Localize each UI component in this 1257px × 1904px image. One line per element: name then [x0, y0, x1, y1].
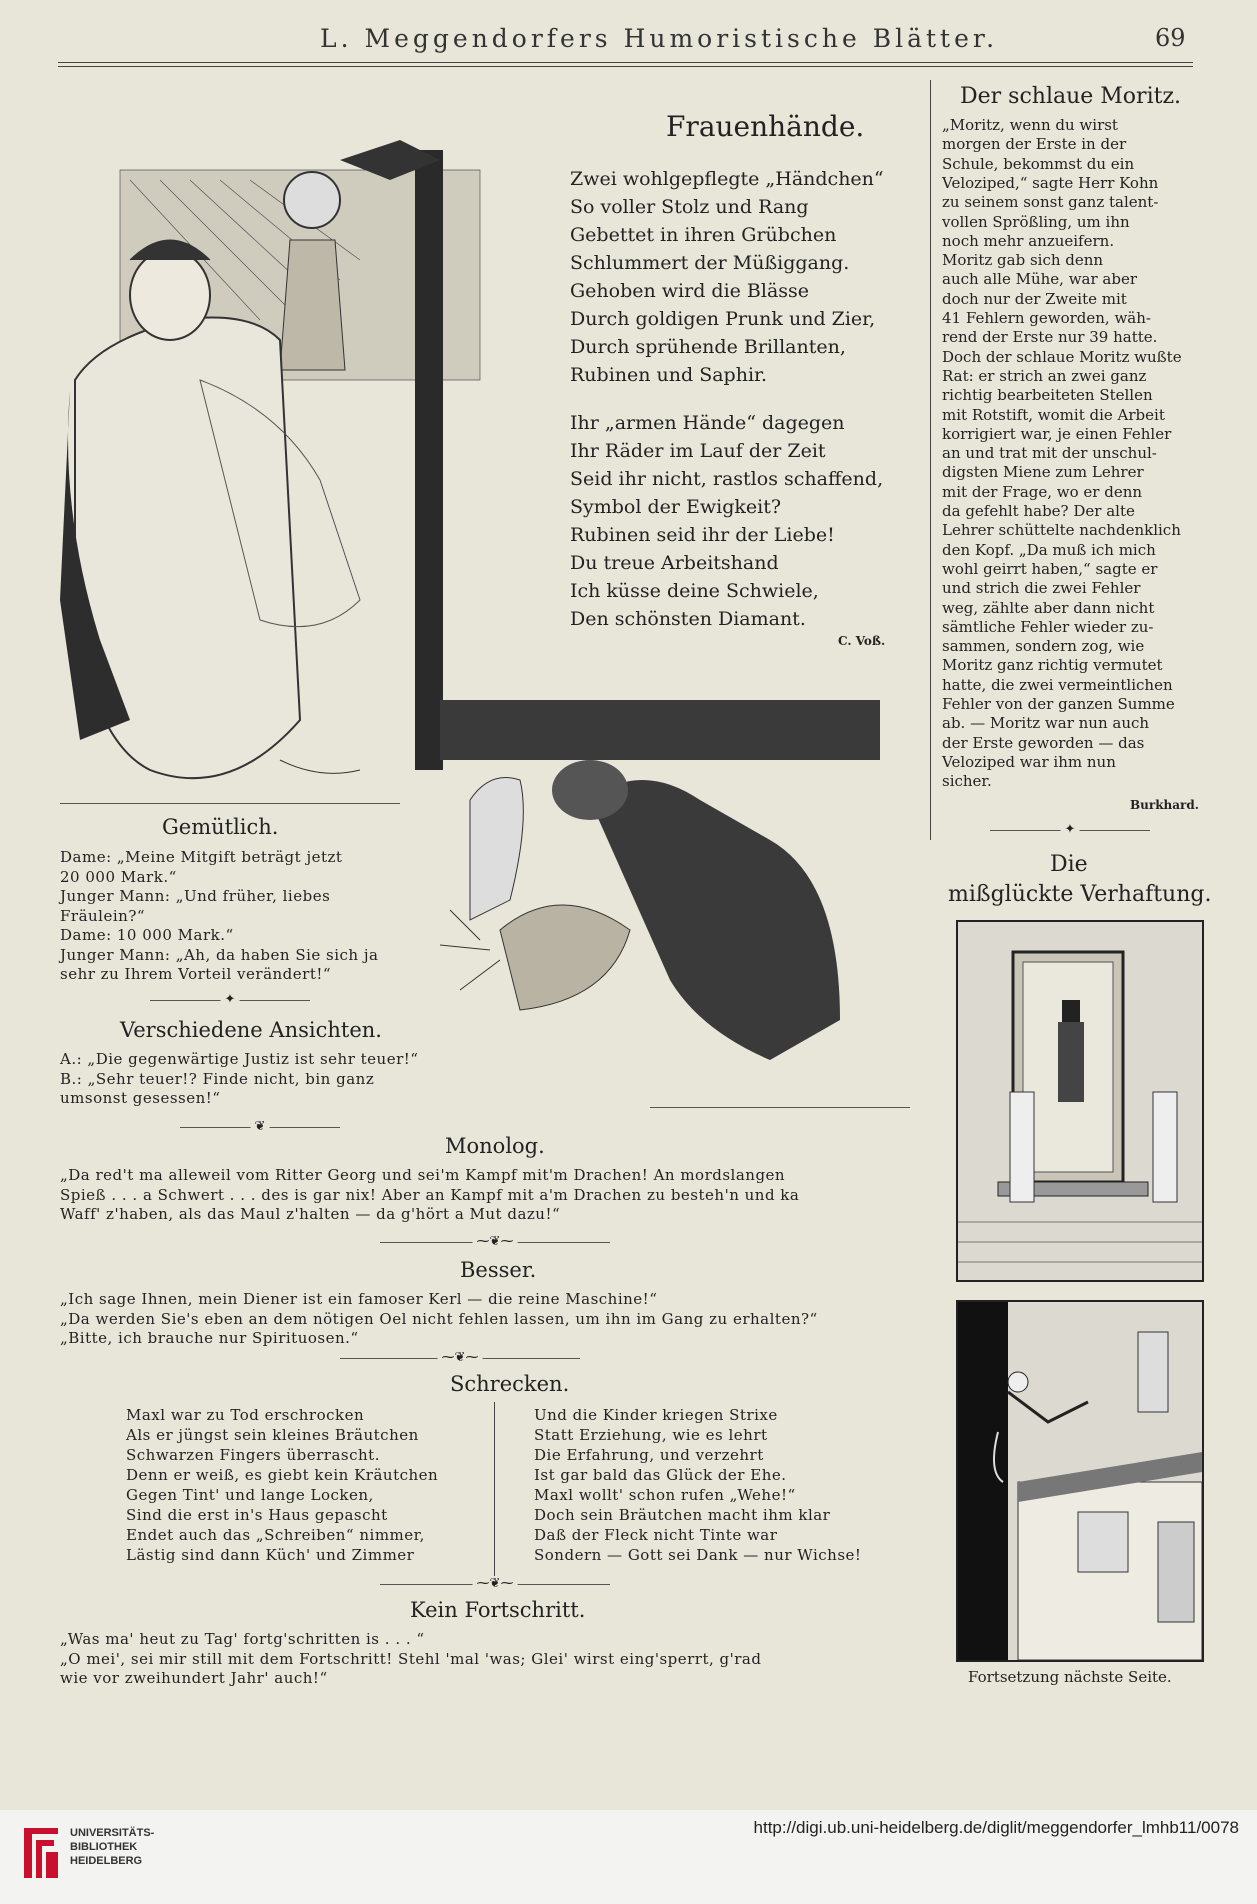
working-woman-illustration	[440, 680, 910, 1100]
poem-line: Ich küsse deine Schwiele,	[570, 580, 819, 602]
poem-line: Durch sprühende Brillanten,	[570, 336, 846, 358]
poem-line: Denn er weiß, es giebt kein Kräutchen	[126, 1466, 439, 1484]
poem-line: Doch sein Bräutchen macht ihm klar	[534, 1506, 831, 1524]
poem-line: Daß der Fleck nicht Tinte war	[534, 1526, 778, 1544]
poem-line: Als er jüngst sein kleines Bräutchen	[126, 1426, 419, 1444]
story-line: morgen der Erste in der	[942, 135, 1127, 154]
joke-line: „Da werden Sie's eben an dem nötigen Oel nicht fehlen lassen, um ihn im Gang zu erhalten?“	[60, 1309, 818, 1328]
poem-title-frauenhaende: Frauenhände.	[666, 110, 865, 143]
poem-line: So voller Stolz und Rang	[570, 196, 809, 218]
story-line: noch mehr anzueifern.	[942, 231, 1115, 250]
poem-line: Durch goldigen Prunk und Zier,	[570, 308, 876, 330]
running-header: L. Meggendorfers Humoristische Blätter.	[320, 24, 999, 53]
joke-line: Junger Mann: „Ah, da haben Sie sich ja	[60, 945, 379, 964]
window	[1078, 1512, 1128, 1572]
poem-line: Maxl wollt' schon rufen „Wehe!“	[534, 1486, 796, 1504]
poem-line: Ihr „armen Hände“ dagegen	[570, 412, 845, 434]
poem-line: Zwei wohlgepflegte „Händchen“	[570, 168, 884, 190]
poem-title-schrecken: Schrecken.	[450, 1372, 570, 1396]
bonnet	[552, 760, 628, 820]
joke-line: A.: „Die gegenwärtige Justiz ist sehr teuer!“	[60, 1050, 419, 1068]
viewer-footer	[0, 1810, 1257, 1904]
poem-line: Gebettet in ihren Grübchen	[570, 224, 837, 246]
joke-line: „Was ma' heut zu Tag' fortg'schritten is . . . “	[60, 1630, 425, 1648]
poem-line: Sind die erst in's Haus gepascht	[126, 1506, 388, 1524]
poem-line: Endet auch das „Schreiben“ nimmer,	[126, 1526, 425, 1544]
joke-title-besser: Besser.	[460, 1258, 537, 1282]
story-line: hatte, die zwei vermeintlichen	[942, 675, 1173, 694]
joke-line: B.: „Sehr teuer!? Finde nicht, bin ganz	[60, 1069, 375, 1088]
section-rule	[60, 803, 400, 804]
policeman-right	[1153, 1092, 1177, 1202]
small-figure	[470, 778, 523, 921]
joke-line: Fräulein?“	[60, 906, 146, 925]
story-line: Veloziped,“ sagte Herr Kohn	[942, 173, 1159, 192]
grain-bundle	[500, 905, 630, 1010]
cartoon-title-line2: mißglückte Verhaftung.	[948, 882, 1212, 907]
story-line: Fehler von der ganzen Summe	[942, 695, 1175, 713]
story-line: sammen, sondern zog, wie	[942, 637, 1145, 656]
poem-line: Du treue Arbeitshand	[570, 552, 779, 574]
joke-line: Dame: 10 000 Mark.“	[60, 926, 234, 944]
section-rule	[650, 1107, 910, 1108]
header-rule-2	[58, 66, 1193, 67]
header-rule	[58, 62, 1193, 63]
door	[1158, 1522, 1194, 1622]
cartoon-title-line1: Die	[1050, 852, 1088, 877]
poem-line: Maxl war zu Tod erschrocken	[126, 1406, 365, 1424]
joke-line: Waff' z'haben, als das Maul z'halten — da g'hört a Mut dazu!“	[60, 1205, 561, 1223]
story-line: und strich die zwei Fehler	[942, 579, 1141, 598]
poem-line: Lästig sind dann Küch' und Zimmer	[126, 1546, 415, 1564]
climbing-man	[1008, 1372, 1028, 1392]
ornament-divider: ⁓❦⁓	[380, 1242, 610, 1243]
joke-line: 20 000 Mark.“	[60, 867, 177, 886]
poem-line: Symbol der Ewigkeit?	[570, 496, 782, 518]
continued-note: Fortsetzung nächste Seite.	[968, 1668, 1172, 1686]
joke-title-ansichten: Verschiedene Ansichten.	[120, 1018, 382, 1042]
poem-line: Gehoben wird die Blässe	[570, 280, 810, 302]
man-in-doorway	[1058, 1022, 1084, 1102]
story-line: wohl geirrt haben,“ sagte er	[942, 559, 1158, 578]
cartoon-panel-1	[956, 920, 1204, 1282]
poem-line: Und die Kinder kriegen Strixe	[534, 1406, 778, 1424]
joke-line: sehr zu Ihrem Vorteil verändert!“	[60, 965, 332, 983]
story-line: zu seinem sonst ganz talent-	[942, 193, 1159, 212]
story-line: korrigiert war, je einen Fehler	[942, 424, 1172, 443]
story-line: 41 Fehlern geworden, wäh-	[942, 309, 1151, 327]
poem-line: Den schönsten Diamant.	[570, 608, 806, 630]
story-line: „Moritz, wenn du wirst	[942, 116, 1118, 134]
library-line: BIBLIOTHEK	[70, 1841, 138, 1853]
story-line: ab. — Moritz war nun auch	[942, 714, 1150, 733]
library-line: HEIDELBERG	[70, 1855, 143, 1867]
story-line: Doch der schlaue Moritz wußte	[942, 347, 1182, 366]
joke-title-gemuetlich: Gemütlich.	[162, 815, 279, 839]
cartoon-panel-2	[956, 1300, 1204, 1662]
university-logo-icon	[18, 1824, 64, 1882]
skirt	[590, 780, 840, 1060]
story-line: Moritz gab sich denn	[942, 251, 1104, 270]
story-line: Moritz ganz richtig vermutet	[942, 656, 1163, 675]
story-line: Lehrer schüttelte nachdenklich	[942, 521, 1181, 540]
story-line: an und trat mit der unschul-	[942, 444, 1157, 463]
lamp-globe	[284, 172, 340, 228]
ornament-divider: ✦	[150, 1000, 310, 1001]
story-line: Schule, bekommst du ein	[942, 154, 1135, 173]
library-name	[70, 1826, 154, 1868]
page-number: 69	[1155, 24, 1186, 52]
story-line: vollen Sprößling, um ihn	[942, 212, 1130, 231]
story-line: mit der Frage, wo er denn	[942, 482, 1143, 501]
story-line: der Erste geworden — das	[942, 733, 1145, 752]
poem-line: Rubinen und Saphir.	[570, 364, 768, 386]
ornament-divider: ⁓❦⁓	[340, 1358, 580, 1359]
escape-window-scene	[958, 1302, 1202, 1660]
joke-line: wie vor zweihundert Jahr' auch!“	[60, 1669, 328, 1687]
permalink-url[interactable]: http://digi.ub.uni-heidelberg.de/diglit/meggendorfer_lmhb11/0078	[753, 1818, 1239, 1837]
story-line: digsten Miene zum Lehrer	[942, 463, 1144, 482]
ornament-divider: ⁓❦⁓	[380, 1584, 610, 1585]
story-line: rend der Erste nur 39 hatte.	[942, 328, 1158, 347]
column-divider	[930, 80, 931, 840]
hillside-strip	[440, 700, 880, 760]
bedpost	[415, 150, 443, 770]
story-line: doch nur der Zweite mit	[942, 289, 1127, 308]
joke-line: Junger Mann: „Und früher, liebes	[60, 887, 331, 905]
story-line: Veloziped war ihm nun	[942, 752, 1116, 771]
poem-line: Statt Erziehung, wie es lehrt	[534, 1426, 768, 1444]
story-line: den Kopf. „Da muß ich mich	[942, 540, 1156, 559]
author-voss: C. Voß.	[838, 634, 886, 648]
poem-line: Schlummert der Müßiggang.	[570, 252, 850, 274]
ornament-divider: ✦	[990, 830, 1150, 831]
poem-line: Rubinen seid ihr der Liebe!	[570, 524, 835, 546]
poem-line: Gegen Tint' und lange Locken,	[126, 1486, 374, 1504]
poem-line: Ihr Räder im Lauf der Zeit	[570, 440, 826, 462]
poem-line: Ist gar bald das Glück der Ehe.	[534, 1466, 787, 1484]
story-line: da gefehlt habe? Der alte	[942, 502, 1135, 520]
poem-line: Seid ihr nicht, rastlos schaffend,	[570, 468, 884, 490]
story-line: sämtliche Fehler wieder zu-	[942, 617, 1154, 636]
story-line: auch alle Mühe, war aber	[942, 270, 1138, 289]
ornament-divider: ❦	[180, 1127, 340, 1128]
story-title-moritz: Der schlaue Moritz.	[960, 84, 1182, 109]
joke-title-monolog: Monolog.	[445, 1134, 545, 1158]
policeman-left	[1010, 1092, 1034, 1202]
story-line: richtig bearbeiteten Stellen	[942, 386, 1153, 405]
joke-title-fortschritt: Kein Fortschritt.	[410, 1598, 586, 1622]
poem-line: Die Erfahrung, und verzehrt	[534, 1446, 764, 1464]
joke-line: „Da red't ma alleweil vom Ritter Georg und sei'm Kampf mit'm Drachen! An mordslangen	[60, 1166, 786, 1184]
story-line: Rat: er strich an zwei ganz	[942, 366, 1147, 385]
joke-line: „O mei', sei mir still mit dem Fortschritt! Stehl 'mal 'was; Glei' wirst eing'sperrt, g'rad	[60, 1649, 762, 1668]
library-line: UNIVERSITÄTS-	[70, 1827, 155, 1839]
lamp-base	[280, 240, 345, 370]
poem-line: Sondern — Gott sei Dank — nur Wichse!	[534, 1546, 862, 1564]
joke-line: Dame: „Meine Mitgift beträgt jetzt	[60, 848, 343, 866]
joke-line: „Ich sage Ihnen, mein Diener ist ein famoser Kerl — die reine Maschine!“	[60, 1290, 658, 1308]
story-line: sicher.	[942, 772, 992, 791]
story-line: weg, zählte aber dann nicht	[942, 598, 1155, 617]
lady-head	[130, 250, 210, 340]
arrest-door-scene	[958, 922, 1202, 1280]
poem-divider	[494, 1402, 495, 1584]
author-burkhard: Burkhard.	[1130, 798, 1199, 812]
joke-line: Spieß . . . a Schwert . . . des is gar nix! Aber an Kampf mit a'm Drachen zu besteh'n und ka	[60, 1185, 800, 1204]
joke-line: „Bitte, ich brauche nur Spirituosen.“	[60, 1329, 359, 1347]
story-line: mit Rotstift, womit die Arbeit	[942, 405, 1165, 424]
poem-line: Schwarzen Fingers überrascht.	[126, 1446, 380, 1464]
joke-line: umsonst gesessen!“	[60, 1089, 221, 1107]
